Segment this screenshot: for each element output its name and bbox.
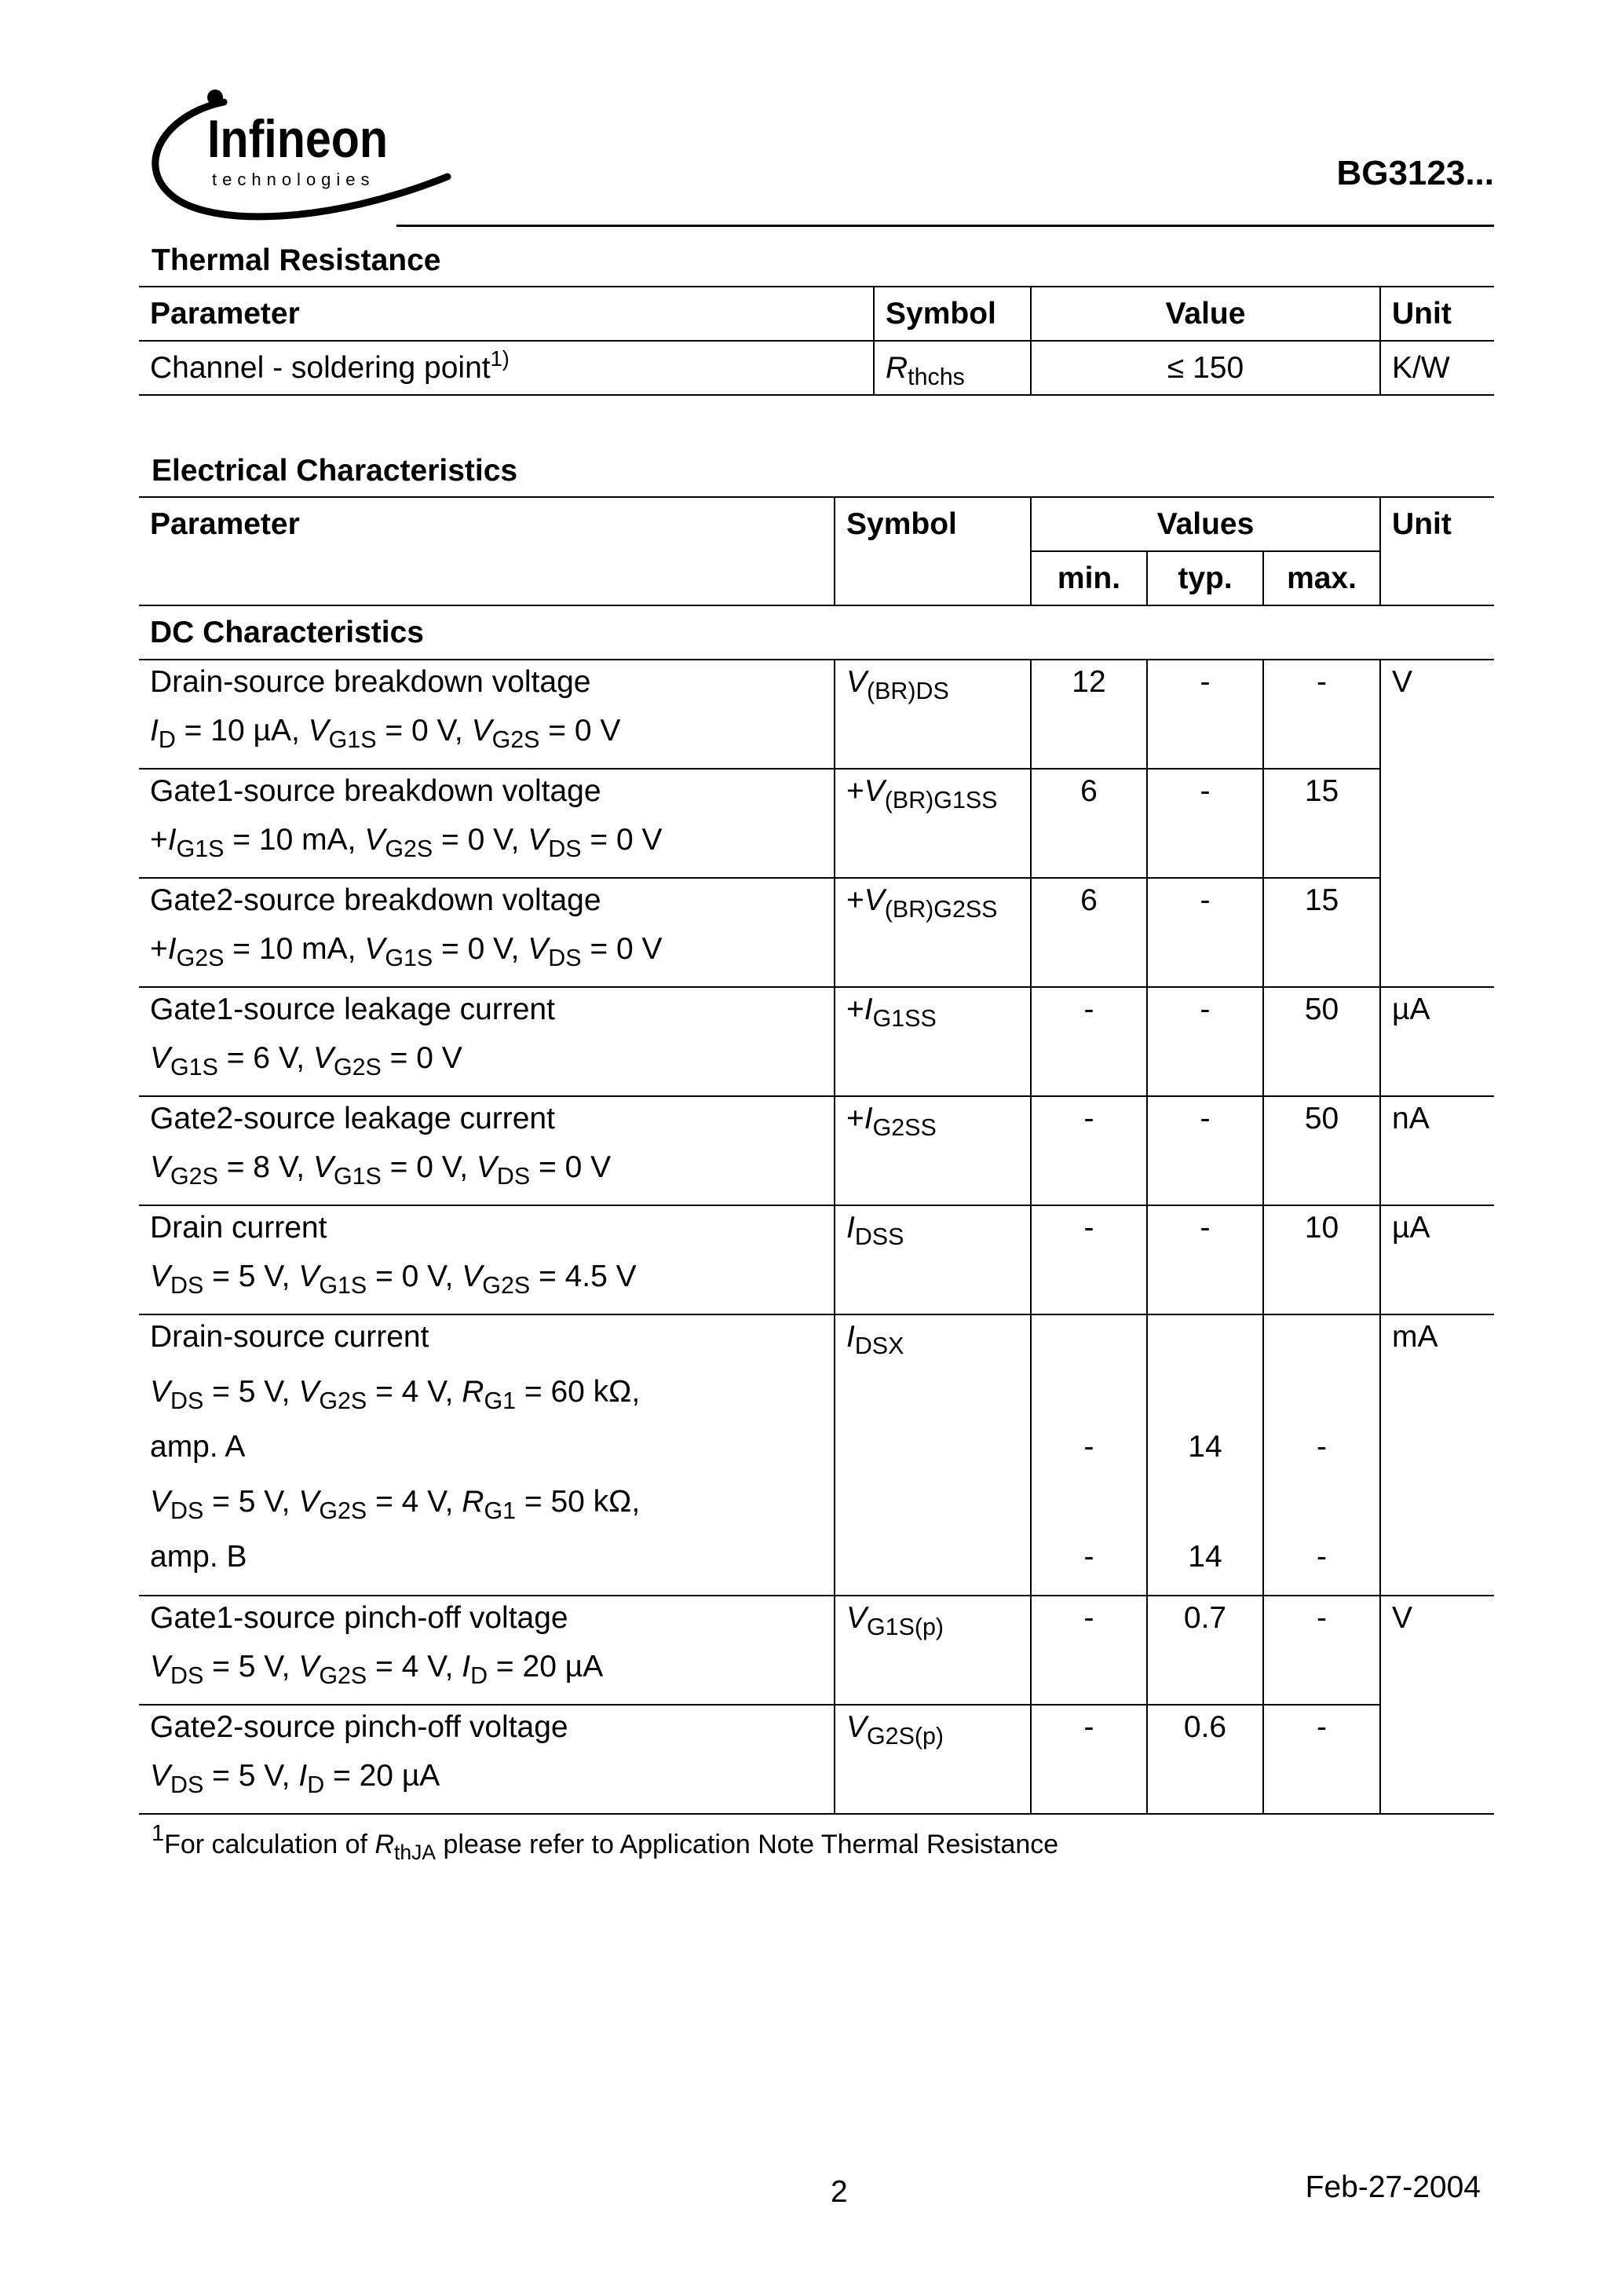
- parameter-cell: [139, 660, 835, 769]
- document-date: Feb-27-2004: [1305, 2170, 1481, 2204]
- electrical-table: [139, 496, 1494, 1815]
- value-typ: 0.7: [1147, 1596, 1263, 1705]
- test-condition: $V_{DS} = 5$ V, $I_D = 20$ µA: [150, 1759, 440, 1799]
- symbol-cell: [835, 1205, 1031, 1314]
- electrical-header-typ: typ.: [1147, 551, 1263, 605]
- electrical-header-max: max.: [1263, 551, 1380, 605]
- symbol: $I_{DSX}$: [846, 1320, 904, 1360]
- electrical-section-title: Electrical Characteristics: [152, 454, 518, 488]
- thermal-value: ≤ 150: [1031, 341, 1380, 395]
- symbol-cell: [835, 1596, 1031, 1705]
- footnote: $^1$For calculation of $R_{thJA}$ please refer to Application Note Thermal Resistance: [152, 1821, 1059, 1864]
- parameter-cell: [139, 769, 835, 878]
- value-typ: -: [1147, 1096, 1263, 1205]
- spacer: [1275, 1320, 1368, 1430]
- table-row: [139, 878, 1494, 987]
- symbol: $+I_{G2SS}$: [846, 1102, 937, 1142]
- thermal-row: [139, 341, 1494, 395]
- amp-b-typ: 14: [1188, 1540, 1222, 1574]
- dc-characteristics-heading: DC Characteristics: [150, 615, 424, 649]
- unit-cell: µA: [1380, 987, 1494, 1096]
- table-row-dsx: [139, 1314, 1494, 1596]
- test-condition: $+I_{G2S} = 10$ mA, $V_{G1S} = 0$ V, $V_{DS} = 0$ V: [150, 932, 663, 972]
- unit-cell: V: [1380, 660, 1494, 987]
- table-row: [139, 769, 1494, 878]
- value-min: [1031, 1314, 1147, 1596]
- value-typ: -: [1147, 987, 1263, 1096]
- thermal-section-title: Thermal Resistance: [152, 243, 441, 277]
- symbol-cell: [835, 1705, 1031, 1814]
- thermal-unit: K/W: [1380, 341, 1494, 395]
- symbol-cell: [835, 660, 1031, 769]
- value-max: 50: [1263, 1096, 1380, 1205]
- value-typ: 0.6: [1147, 1705, 1263, 1814]
- logo-dot: [207, 90, 223, 105]
- symbol: $+V_{(BR)G1SS}$: [846, 774, 998, 814]
- value-max: -: [1263, 660, 1380, 769]
- table-row: [139, 1096, 1494, 1205]
- thermal-header-value: Value: [1031, 287, 1380, 341]
- symbol: $+I_{G1SS}$: [846, 993, 937, 1033]
- parameter-name: Drain-source breakdown voltage: [150, 665, 591, 699]
- value-max: -: [1263, 1596, 1380, 1705]
- parameter-name: Drain-source current: [150, 1320, 429, 1354]
- value-max: 15: [1263, 878, 1380, 987]
- header-rule: [396, 225, 1494, 227]
- value-typ: -: [1147, 769, 1263, 878]
- document-title: BG3123...: [1336, 154, 1494, 192]
- parameter-cell: [139, 1096, 835, 1205]
- thermal-header-unit: Unit: [1380, 287, 1494, 341]
- electrical-header-symbol: Symbol: [835, 497, 1031, 605]
- table-row: [139, 987, 1494, 1096]
- parameter-cell: [139, 878, 835, 987]
- table-row: [139, 660, 1494, 769]
- thermal-header-parameter: Parameter: [150, 296, 300, 331]
- table-row: [139, 1596, 1494, 1705]
- value-min: 6: [1031, 878, 1147, 987]
- parameter-cell: [139, 1314, 835, 1596]
- thermal-header-symbol: Symbol: [874, 287, 1031, 341]
- amp-a-typ: 14: [1188, 1430, 1222, 1464]
- parameter-name: Gate1-source leakage current: [150, 993, 555, 1026]
- symbol: $+V_{(BR)G2SS}$: [846, 883, 998, 923]
- value-max: [1263, 1314, 1380, 1596]
- amp-b-label: amp. B: [150, 1540, 247, 1574]
- test-condition: $V_{DS} = 5$ V, $V_{G1S} = 0$ V, $V_{G2S} = 4.5$ V: [150, 1260, 637, 1300]
- symbol-cell: [835, 878, 1031, 987]
- unit-cell: nA: [1380, 1096, 1494, 1205]
- value-min: -: [1031, 1705, 1147, 1814]
- thermal-parameter: Channel - soldering point$^{1)}$: [150, 345, 510, 385]
- table-row: [139, 1205, 1494, 1314]
- value-min: -: [1031, 1096, 1147, 1205]
- amp-a-label: amp. A: [150, 1430, 246, 1464]
- symbol: $V_{(BR)DS}$: [846, 665, 949, 705]
- electrical-header-values: Values: [1031, 497, 1380, 551]
- parameter-name: Gate2-source pinch-off voltage: [150, 1710, 568, 1744]
- value-max: 10: [1263, 1205, 1380, 1314]
- symbol-cell: [835, 769, 1031, 878]
- infineon-logo: [133, 79, 463, 236]
- parameter-name: Drain current: [150, 1211, 327, 1245]
- amp-b-min: -: [1083, 1540, 1094, 1574]
- parameter-cell: [139, 1705, 835, 1814]
- spacer: [1159, 1320, 1251, 1430]
- parameter-name: Gate1-source breakdown voltage: [150, 774, 601, 808]
- test-condition: $V_{G1S} = 6$ V, $V_{G2S} = 0$ V: [150, 1041, 462, 1081]
- symbol-cell: [835, 1314, 1031, 1596]
- thermal-symbol: $R_{thchs}$: [874, 341, 1031, 395]
- value-typ: [1147, 1314, 1263, 1596]
- amp-a-min: -: [1083, 1430, 1094, 1464]
- page-number: 2: [831, 2175, 848, 2209]
- value-typ: -: [1147, 878, 1263, 987]
- value-min: -: [1031, 1205, 1147, 1314]
- electrical-header-parameter: Parameter: [150, 507, 300, 541]
- parameter-cell: [139, 1596, 835, 1705]
- symbol: $V_{G2S(p)}$: [846, 1710, 944, 1750]
- value-max: 15: [1263, 769, 1380, 878]
- test-condition: $+I_{G1S} = 10$ mA, $V_{G2S} = 0$ V, $V_{DS} = 0$ V: [150, 823, 663, 863]
- table-row: [139, 1705, 1494, 1814]
- amp-b-max: -: [1317, 1540, 1328, 1574]
- test-condition-a: $V_{DS} = 5$ V, $V_{G2S} = 4$ V, $R_{G1} = 60$ kΩ,: [150, 1375, 641, 1415]
- amp-a-max: -: [1317, 1430, 1328, 1464]
- value-max: 50: [1263, 987, 1380, 1096]
- parameter-cell: [139, 1205, 835, 1314]
- parameter-name: Gate2-source breakdown voltage: [150, 883, 601, 917]
- symbol: $I_{DSS}$: [846, 1211, 904, 1251]
- unit-cell: mA: [1380, 1314, 1494, 1596]
- symbol-cell: [835, 1096, 1031, 1205]
- unit-cell: V: [1380, 1596, 1494, 1814]
- value-min: 12: [1031, 660, 1147, 769]
- value-min: -: [1031, 987, 1147, 1096]
- test-condition: $I_D = 10$ µA, $V_{G1S} = 0$ V, $V_{G2S} = 0$ V: [150, 714, 621, 754]
- value-max: -: [1263, 1705, 1380, 1814]
- symbol: $V_{G1S(p)}$: [846, 1601, 944, 1641]
- value-min: 6: [1031, 769, 1147, 878]
- electrical-header-unit: Unit: [1380, 497, 1494, 605]
- electrical-header-min: min.: [1031, 551, 1147, 605]
- logo-tagline: technologies: [212, 170, 375, 189]
- parameter-name: Gate2-source leakage current: [150, 1102, 555, 1135]
- thermal-table: [139, 286, 1494, 396]
- parameter-name: Gate1-source pinch-off voltage: [150, 1601, 568, 1635]
- value-min: -: [1031, 1596, 1147, 1705]
- logo-brand: Infineon: [207, 109, 388, 169]
- test-condition: $V_{G2S} = 8$ V, $V_{G1S} = 0$ V, $V_{DS} = 0$ V: [150, 1150, 612, 1190]
- test-condition: $V_{DS} = 5$ V, $V_{G2S} = 4$ V, $I_D = 20$ µA: [150, 1650, 604, 1690]
- parameter-cell: [139, 987, 835, 1096]
- test-condition-b: $V_{DS} = 5$ V, $V_{G2S} = 4$ V, $R_{G1} = 50$ kΩ,: [150, 1485, 641, 1525]
- symbol-cell: [835, 987, 1031, 1096]
- value-typ: -: [1147, 660, 1263, 769]
- unit-cell: µA: [1380, 1205, 1494, 1314]
- spacer: [1043, 1320, 1135, 1430]
- value-typ: -: [1147, 1205, 1263, 1314]
